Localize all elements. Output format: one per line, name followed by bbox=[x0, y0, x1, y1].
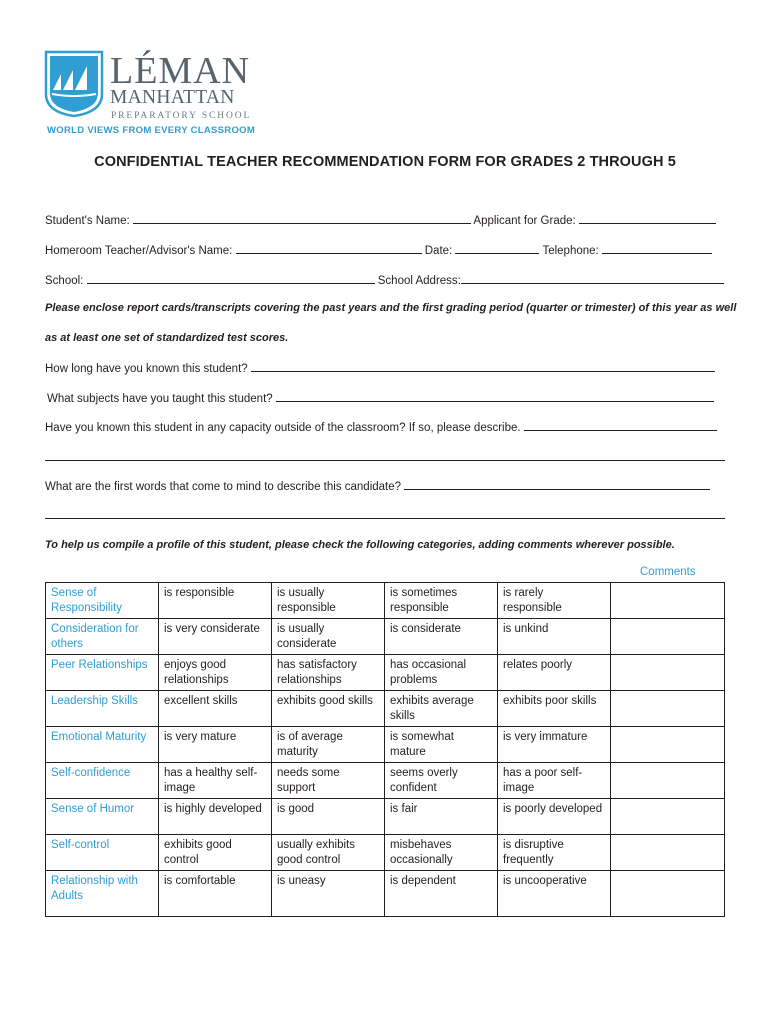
table-row bbox=[46, 655, 725, 691]
field-row-school bbox=[45, 272, 724, 288]
comments-cell[interactable] bbox=[611, 655, 725, 691]
student-name-label: Student's Name: bbox=[45, 215, 130, 227]
question-outside-row bbox=[45, 419, 717, 435]
option-cell[interactable]: relates poorly bbox=[498, 655, 611, 691]
instruction-enclose-cont: as at least one set of standardized test scores. bbox=[45, 332, 289, 344]
option-cell[interactable]: is disruptive frequently bbox=[498, 835, 611, 871]
option-cell[interactable]: has a poor self-image bbox=[498, 763, 611, 799]
school-address-label: School Address: bbox=[377, 275, 461, 287]
category-cell: Consideration for others bbox=[46, 619, 159, 655]
question-known-field[interactable] bbox=[251, 360, 715, 372]
comments-cell[interactable] bbox=[611, 691, 725, 727]
telephone-label: Telephone: bbox=[542, 245, 599, 257]
option-cell[interactable]: is uncooperative bbox=[498, 871, 611, 917]
school-logo bbox=[44, 50, 254, 140]
question-words-label: What are the first words that come to mind to describe this candidate? bbox=[45, 481, 402, 493]
table-row bbox=[46, 763, 725, 799]
option-cell[interactable]: is dependent bbox=[385, 871, 498, 917]
option-cell[interactable]: excellent skills bbox=[159, 691, 272, 727]
student-name-field[interactable] bbox=[133, 212, 471, 224]
option-cell[interactable]: is very considerate bbox=[159, 619, 272, 655]
category-cell: Self-control bbox=[46, 835, 159, 871]
date-label: Date: bbox=[424, 245, 453, 257]
answer-line-outside[interactable] bbox=[45, 460, 725, 461]
answer-line-words[interactable] bbox=[45, 518, 725, 519]
option-cell[interactable]: is very mature bbox=[159, 727, 272, 763]
option-cell[interactable]: is highly developed bbox=[159, 799, 272, 835]
option-cell[interactable]: is uneasy bbox=[272, 871, 385, 917]
option-cell[interactable]: is rarely responsible bbox=[498, 583, 611, 619]
option-cell[interactable]: is usually considerate bbox=[272, 619, 385, 655]
table-row bbox=[46, 583, 725, 619]
option-cell[interactable]: is considerate bbox=[385, 619, 498, 655]
option-cell[interactable]: has occasional problems bbox=[385, 655, 498, 691]
option-cell[interactable]: seems overly confident bbox=[385, 763, 498, 799]
category-cell: Sense of Humor bbox=[46, 799, 159, 835]
comments-cell[interactable] bbox=[611, 871, 725, 917]
question-subjects-field[interactable] bbox=[276, 390, 714, 402]
category-cell: Peer Relationships bbox=[46, 655, 159, 691]
comments-header: Comments bbox=[640, 566, 696, 578]
category-cell: Self-confidence bbox=[46, 763, 159, 799]
option-cell[interactable]: exhibits poor skills bbox=[498, 691, 611, 727]
field-row-student bbox=[45, 212, 716, 228]
option-cell[interactable]: exhibits good control bbox=[159, 835, 272, 871]
brand-name-line3: PREPARATORY SCHOOL bbox=[111, 111, 252, 121]
telephone-field[interactable] bbox=[602, 242, 712, 254]
option-cell[interactable]: is very immature bbox=[498, 727, 611, 763]
school-field[interactable] bbox=[87, 272, 375, 284]
option-cell[interactable]: is sometimes responsible bbox=[385, 583, 498, 619]
question-subjects-row bbox=[47, 390, 714, 406]
question-words-field[interactable] bbox=[404, 478, 710, 490]
option-cell[interactable]: exhibits average skills bbox=[385, 691, 498, 727]
table-row bbox=[46, 691, 725, 727]
comments-cell[interactable] bbox=[611, 799, 725, 835]
homeroom-teacher-field[interactable] bbox=[236, 242, 422, 254]
comments-cell[interactable] bbox=[611, 727, 725, 763]
option-cell[interactable]: misbehaves occasionally bbox=[385, 835, 498, 871]
form-title: CONFIDENTIAL TEACHER RECOMMENDATION FORM FOR GRADES 2 THROUGH 5 bbox=[94, 154, 676, 170]
category-cell: Sense of Responsibility bbox=[46, 583, 159, 619]
category-cell: Relationship with Adults bbox=[46, 871, 159, 917]
applicant-grade-label: Applicant for Grade: bbox=[473, 215, 576, 227]
comments-cell[interactable] bbox=[611, 619, 725, 655]
option-cell[interactable]: is good bbox=[272, 799, 385, 835]
brand-name-line1: LÉMAN bbox=[110, 50, 251, 92]
table-row bbox=[46, 727, 725, 763]
category-cell: Emotional Maturity bbox=[46, 727, 159, 763]
instruction-enclose: Please enclose report cards/transcripts covering the past years and the first grading period (quarter or trimester) of this year as well bbox=[45, 302, 737, 314]
option-cell[interactable]: is unkind bbox=[498, 619, 611, 655]
applicant-grade-field[interactable] bbox=[579, 212, 716, 224]
table-row bbox=[46, 619, 725, 655]
table-row bbox=[46, 835, 725, 871]
option-cell[interactable]: has satisfactory relationships bbox=[272, 655, 385, 691]
option-cell[interactable]: is comfortable bbox=[159, 871, 272, 917]
option-cell[interactable]: enjoys good relationships bbox=[159, 655, 272, 691]
question-known-row bbox=[45, 360, 715, 376]
brand-name-line2: MANHATTAN bbox=[110, 87, 235, 108]
option-cell[interactable]: is responsible bbox=[159, 583, 272, 619]
table-row bbox=[46, 799, 725, 835]
question-words-row bbox=[45, 478, 710, 494]
option-cell[interactable]: is of average maturity bbox=[272, 727, 385, 763]
profile-table bbox=[45, 582, 725, 917]
brand-tagline: WORLD VIEWS FROM EVERY CLASSROOM bbox=[47, 125, 256, 136]
school-label: School: bbox=[45, 275, 84, 287]
option-cell[interactable]: usually exhibits good control bbox=[272, 835, 385, 871]
option-cell[interactable]: exhibits good skills bbox=[272, 691, 385, 727]
homeroom-teacher-label: Homeroom Teacher/Advisor's Name: bbox=[45, 245, 233, 257]
question-outside-field[interactable] bbox=[524, 419, 717, 431]
question-subjects-label: What subjects have you taught this student? bbox=[47, 393, 273, 405]
comments-cell[interactable] bbox=[611, 835, 725, 871]
instruction-profile: To help us compile a profile of this student, please check the following categories, adding comments wherever possible. bbox=[45, 539, 675, 551]
option-cell[interactable]: is usually responsible bbox=[272, 583, 385, 619]
date-field[interactable] bbox=[455, 242, 539, 254]
question-outside-label: Have you known this student in any capacity outside of the classroom? If so, please describe. bbox=[45, 422, 521, 434]
option-cell[interactable]: is fair bbox=[385, 799, 498, 835]
shield-logo-icon bbox=[44, 50, 104, 118]
field-row-teacher bbox=[45, 242, 712, 258]
table-row bbox=[46, 871, 725, 917]
comments-cell[interactable] bbox=[611, 763, 725, 799]
option-cell[interactable]: is somewhat mature bbox=[385, 727, 498, 763]
school-address-field[interactable] bbox=[461, 272, 724, 284]
comments-cell[interactable] bbox=[611, 583, 725, 619]
option-cell[interactable]: has a healthy self-image bbox=[159, 763, 272, 799]
category-cell: Leadership Skills bbox=[46, 691, 159, 727]
question-known-label: How long have you known this student? bbox=[45, 363, 248, 375]
option-cell[interactable]: is poorly developed bbox=[498, 799, 611, 835]
option-cell[interactable]: needs some support bbox=[272, 763, 385, 799]
